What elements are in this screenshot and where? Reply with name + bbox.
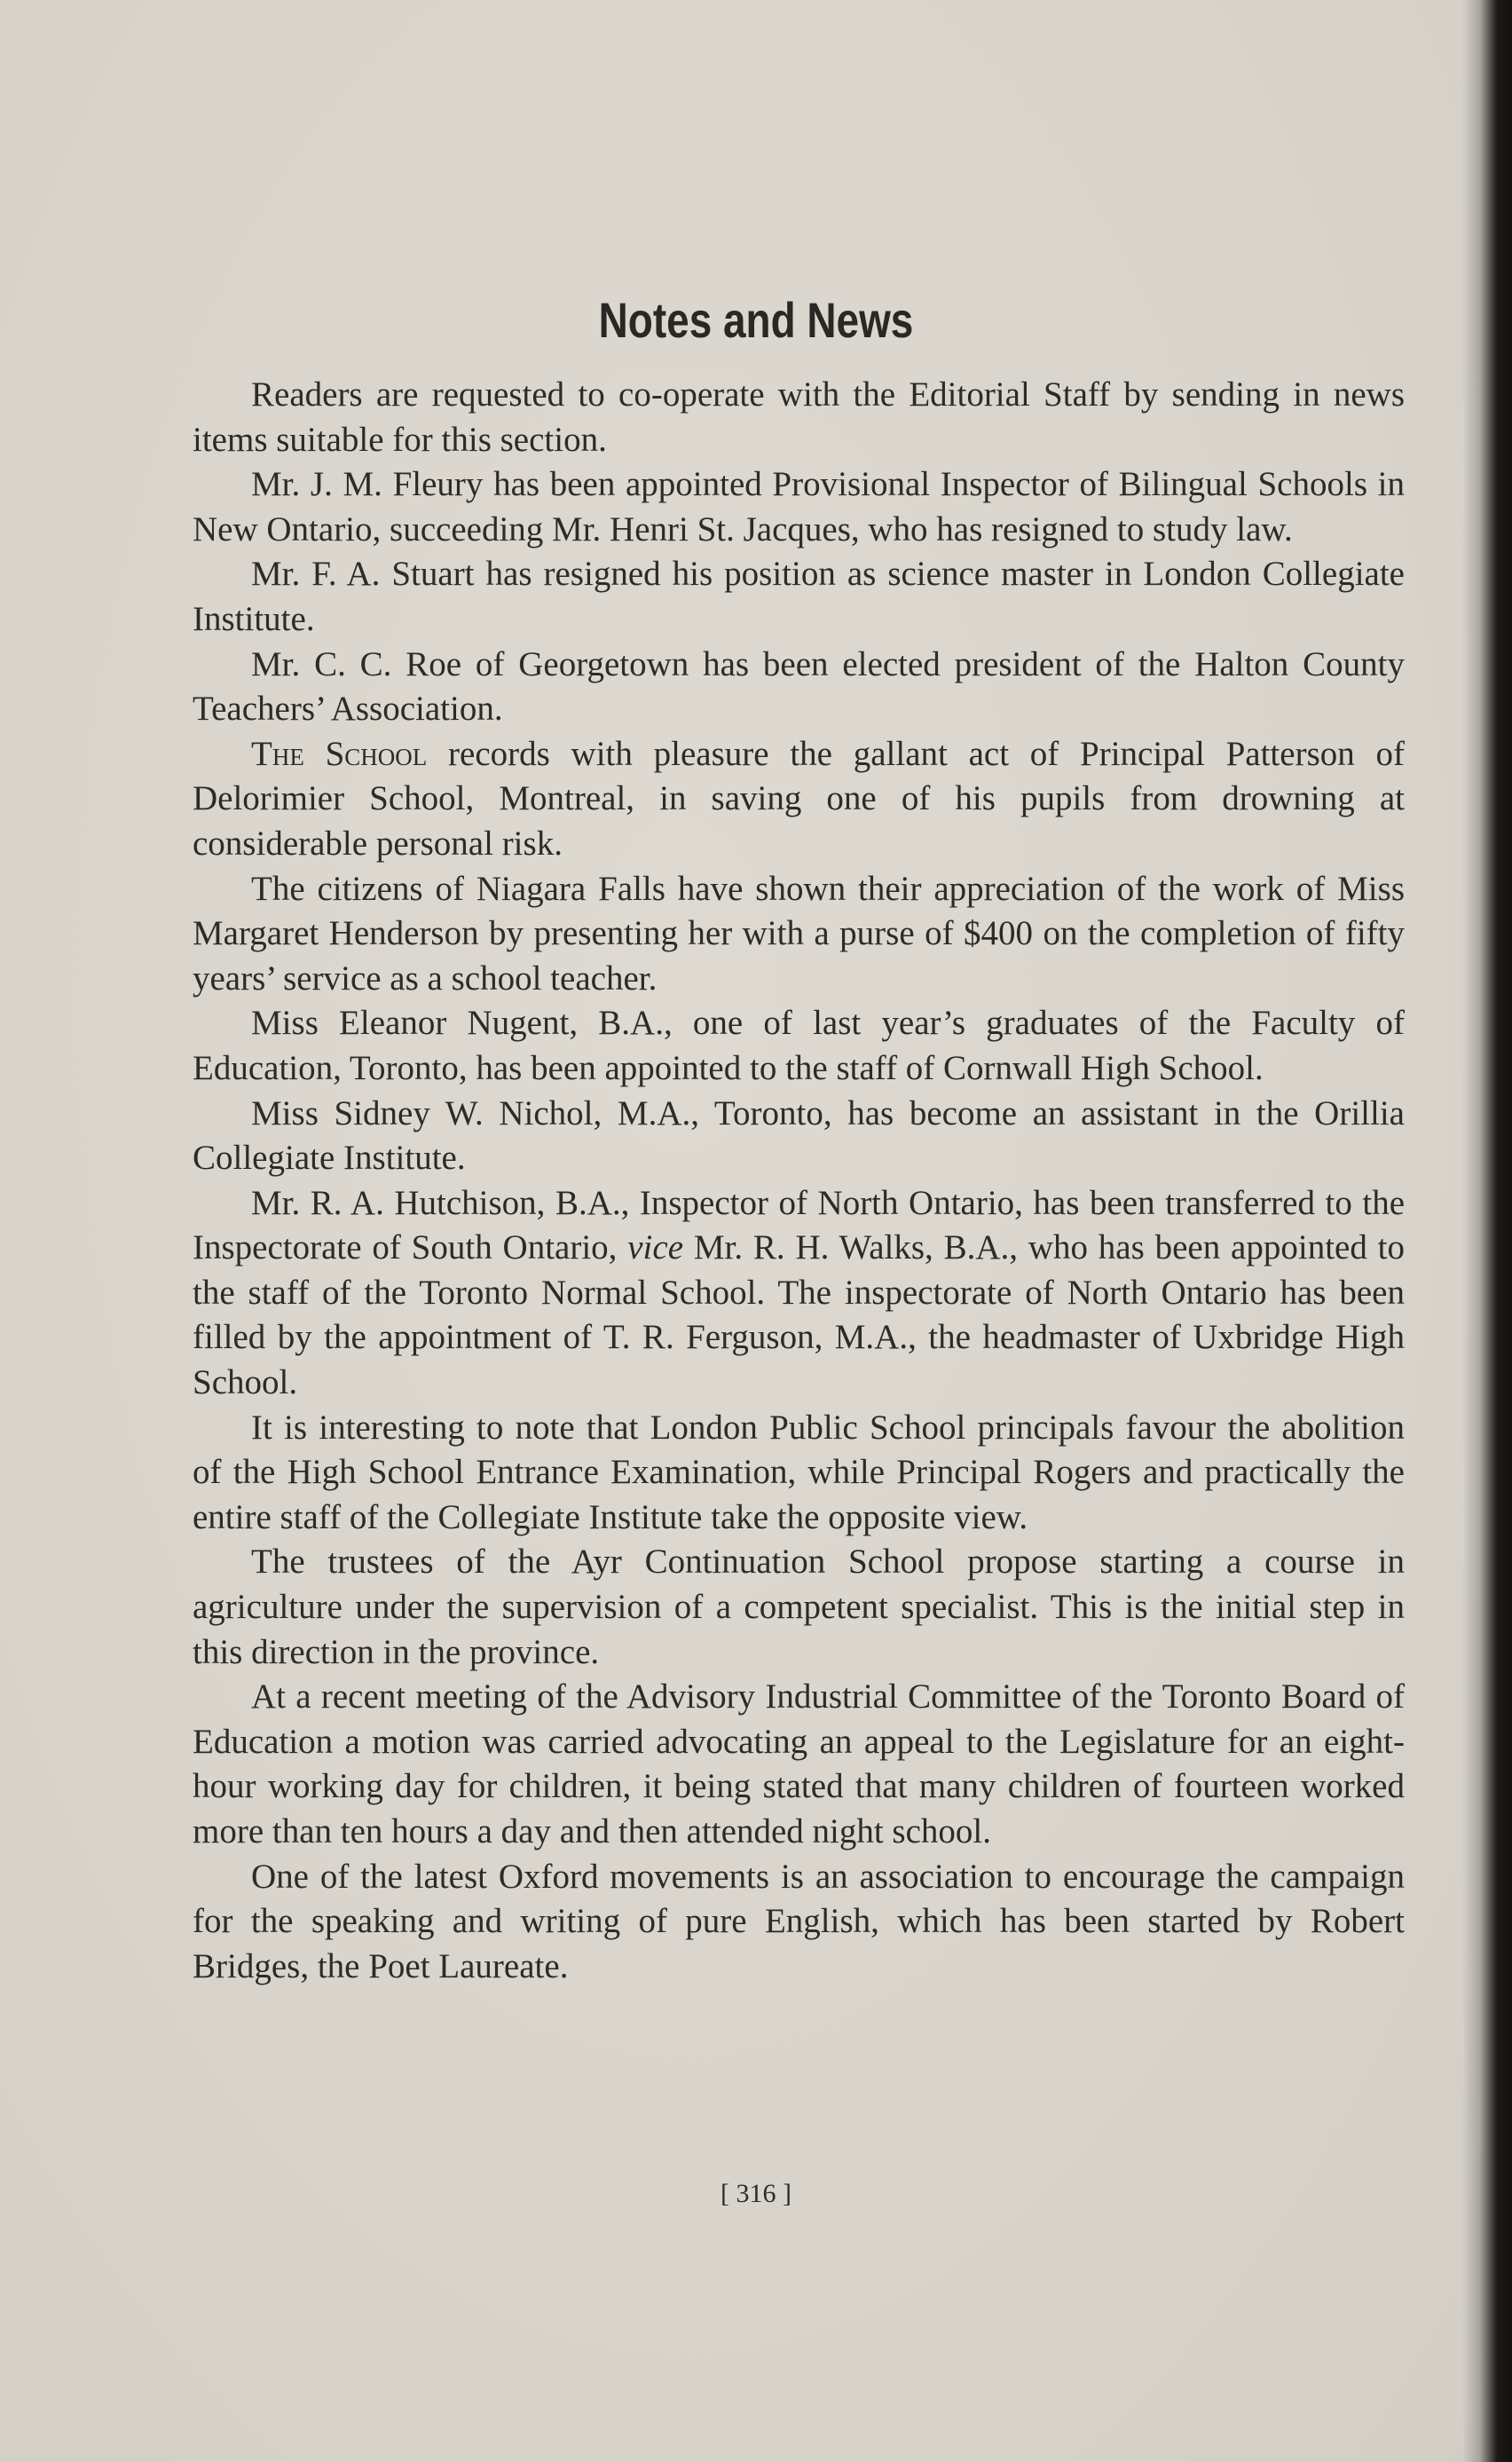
paragraph-stuart: Mr. F. A. Stuart has resigned his position as science master in London Collegiate Institute. — [193, 555, 1405, 638]
page-number: [ 316 ] — [721, 2179, 791, 2208]
paragraph-london-principals: It is interesting to note that London Public School principals favour the abolition of the High School Entrance Examination, while Principal Rogers and practically the entire staff of the Collegiate Institute take the opposite view. — [193, 1408, 1405, 1536]
paragraph-advisory-committee: At a recent meeting of the Advisory Industrial Committee of the Toronto Board of Education a motion was carried advocating an appeal to the Legislature for an eight-hour working day for children, it being stated that many children of fourteen worked more than ten hours a day and then attended night school. — [193, 1677, 1405, 1850]
book-spine-shadow — [1462, 0, 1512, 2462]
the-school-smallcaps: The School — [251, 734, 428, 773]
page-title: Notes and News — [598, 292, 914, 348]
the-school-rest: records with pleasure the gallant act of Principal Patterson of Delorimier School, Montreal, in saving one of his pupils from drowning at considerable personal risk. — [193, 734, 1405, 863]
paragraph-niagara-falls: The citizens of Niagara Falls have shown their appreciation of the work of Miss Margaret Henderson by presenting her with a purse of $400 on the completion of fifty years’ service as a school teacher. — [193, 869, 1405, 998]
paragraph-nugent: Miss Eleanor Nugent, B.A., one of last year’s graduates of the Faculty of Education, Toronto, has been appointed to the staff of Cornwall High School. — [193, 1004, 1405, 1087]
hutchison-after: Mr. R. H. Walks, B.A., who has been appointed to the staff of the Toronto Normal School. The inspectorate of North Ontario has been filled by the appointment of T. R. Ferguson, M.A., the headmaster of Uxbridge High School. — [193, 1228, 1405, 1402]
paragraph-the-school — [193, 732, 1405, 867]
paragraph-oxford-movement: One of the latest Oxford movements is an association to encourage the campaign for the speaking and writing of pure English, which has been started by Robert Bridges, the Poet Laureate. — [193, 1857, 1405, 1985]
article-body — [193, 373, 1405, 1989]
hutchison-before: Mr. R. A. Hutchison, B.A., Inspector of North Ontario, has been transferred to the Inspectorate of South Ontario, — [193, 1183, 1405, 1267]
paragraph-fleury: Mr. J. M. Fleury has been appointed Provisional Inspector of Bilingual Schools in New Ontario, succeeding Mr. Henri St. Jacques, who has resigned to study law. — [193, 465, 1405, 548]
hutchison-vice: vice — [627, 1228, 683, 1267]
paragraph-roe: Mr. C. C. Roe of Georgetown has been elected president of the Halton County Teachers’ Association. — [193, 644, 1405, 729]
paragraph-readers-request: Readers are requested to co-operate with the Editorial Staff by sending in news items suitable for this section. — [193, 375, 1405, 459]
paragraph-ayr-trustees: The trustees of the Ayr Continuation School propose starting a course in agriculture under the supervision of a competent specialist. This is the initial step in this direction in the province. — [193, 1543, 1405, 1671]
paragraph-hutchison — [193, 1181, 1405, 1406]
paragraph-nichol: Miss Sidney W. Nichol, M.A., Toronto, has become an assistant in the Orillia Collegiate Institute. — [193, 1093, 1405, 1178]
